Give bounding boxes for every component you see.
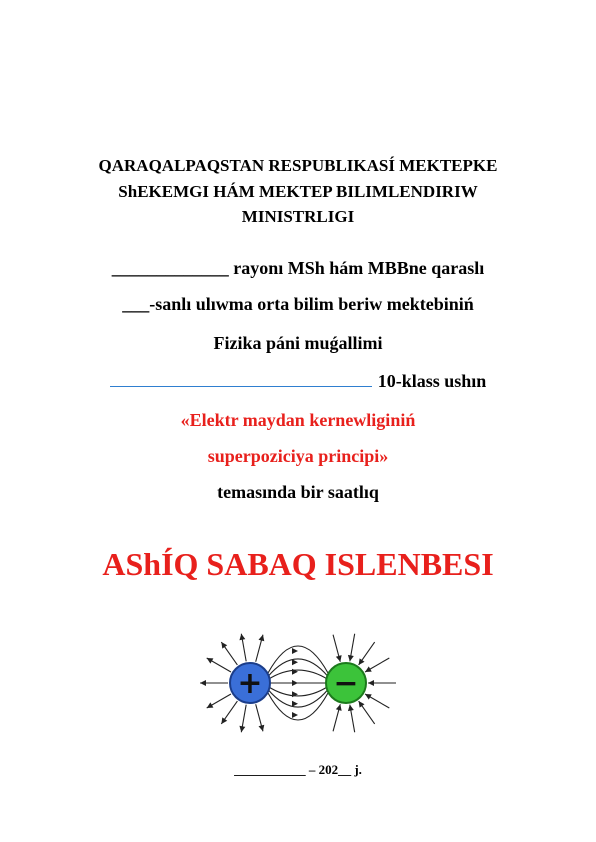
negative-symbol: − — [333, 666, 359, 701]
positive-symbol: + — [237, 666, 263, 701]
date-line: ___________ – 202__ j. — [234, 762, 362, 777]
class-line — [0, 370, 596, 392]
electric-dipole-field-image — [198, 622, 398, 744]
ministry-line-3: MINISTRLIGI — [241, 207, 355, 226]
ministry-line-2: ShEKEMGI HÁM MEKTEP BILIMLENDIRIW — [118, 182, 478, 201]
school-line: ___-sanlı ulıwma orta bilim beriw mektebiniń — [122, 294, 474, 314]
ministry-line-1: QARAQALPAQSTAN RESPUBLIKASÍ MEKTEPKE — [98, 156, 498, 175]
class-label: 10-klass ushın — [377, 371, 487, 391]
teacher-line: Fizika páni muǵallimi — [213, 333, 383, 353]
rayon-line: _____________ rayonı MSh hám MBBne qaraslı — [111, 258, 485, 278]
topic-line-2: superpoziciya principi» — [207, 446, 389, 466]
teacher-name-blank — [110, 370, 372, 387]
topic-line-1: «Elektr maydan kernewliginiń — [180, 410, 416, 430]
page-title: AShÍQ SABAQ ISLENBESI — [102, 546, 494, 582]
topic-line-3: temasında bir saatlıq — [217, 482, 379, 502]
